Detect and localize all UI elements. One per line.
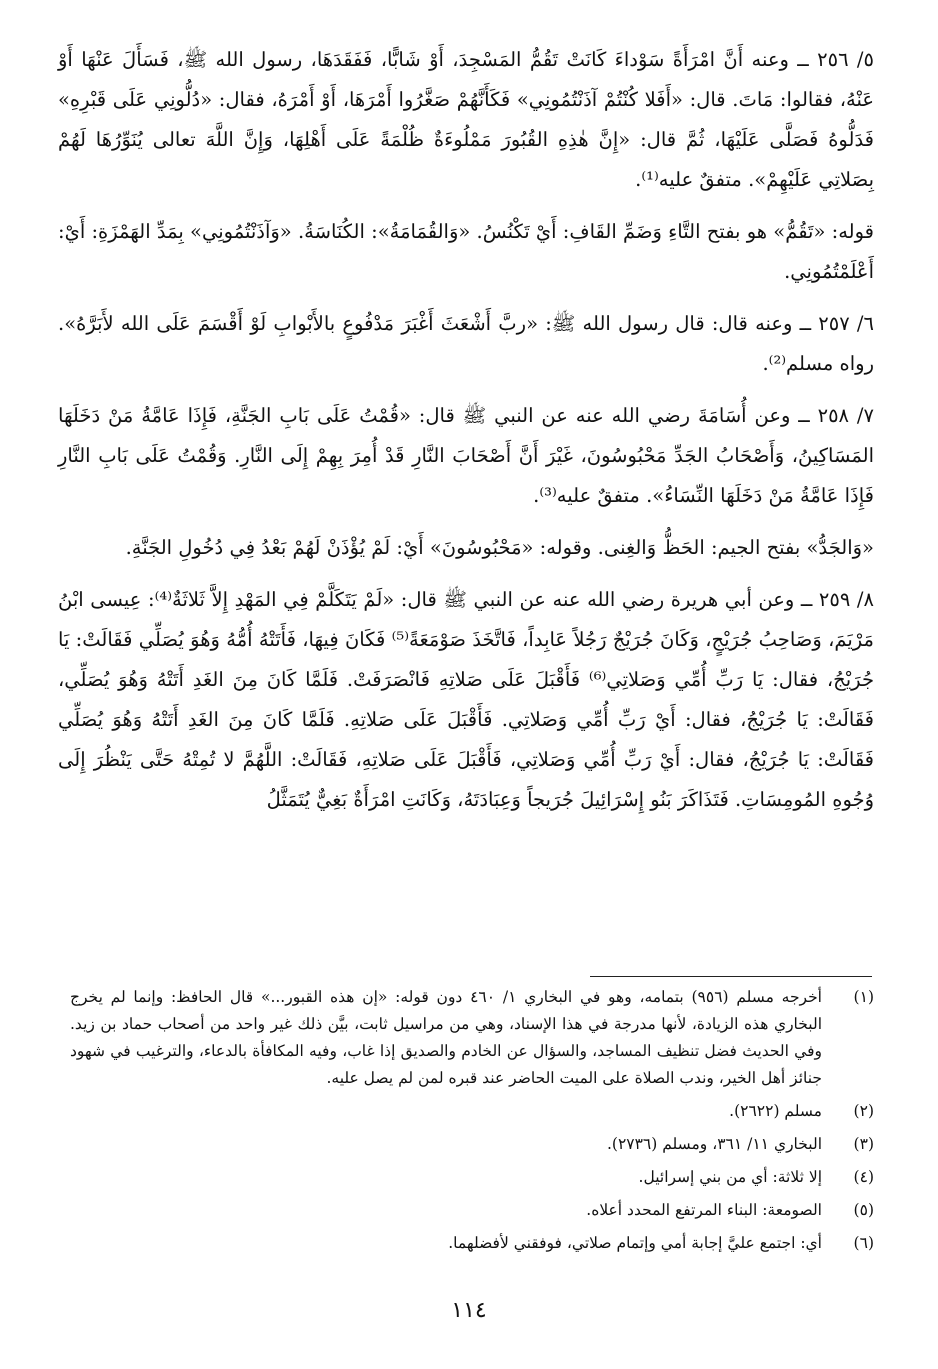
footnote-number: (٤) <box>853 1168 874 1186</box>
explanation-258: «وَالجَدُّ» بفتح الجيم: الحَظُّ وَالغِنى. وقوله: «مَحْبُوسُونَ» أَيْ: لَمْ يُؤْذَنْ لَهُمْ بَعْدُ فِي دُخُولِ الجَنَّةِ. <box>125 536 874 559</box>
footnote <box>70 1230 874 1257</box>
footnote-text: الصومعة: البناء المرتفع المحدد أعلاه. <box>586 1201 822 1219</box>
footnote <box>70 984 874 1092</box>
footnote-number: (١) <box>853 988 874 1006</box>
footnote-number: (٥) <box>853 1201 874 1219</box>
footnote-number: (٦) <box>853 1234 874 1252</box>
hadith-258: ٧/ ٢٥٨ ــ وعن أُسَامَةَ رضي الله عنه عن النبي ﷺ قال: «قُمْتُ عَلَى بَابِ الجَنَّةِ، فَإِذَا عَامَّةُ مَنْ دَخَلَهَا المَسَاكِينُ، وَأَصْحَابُ الجَدِّ مَحْبُوسُونَ، غَيْرَ أَنَّ أَصْحَابَ النَّارِ قَدْ أُمِرَ بِهِمْ إِلَى النَّارِ. وَقُمْتُ عَلَى بَابِ النَّارِ فَإِذَا عَامَّةُ مَنْ دَخَلَهَا النِّسَاءُ». متفقٌ عليه⁽³⁾. <box>58 404 874 507</box>
footnote-text: أي: اجتمع عليَّ إجابة أمي وإتمام صلاتي، فوفقني لأفضلهما. <box>448 1234 822 1252</box>
footnote-text: مسلم (٢٦٢٢). <box>729 1102 822 1120</box>
footnote-number: (٢) <box>853 1102 874 1120</box>
footnote-text: البخاري ١١/ ٣٦١، ومسلم (٢٧٣٦). <box>606 1135 822 1153</box>
footnote-separator <box>590 976 872 977</box>
hadith-257: ٦/ ٢٥٧ ــ وعنه قال: قال رسول الله ﷺ: «ربَّ أَشْعَثَ أَغْبَرَ مَدْفُوعٍ بالأَبْوابِ لَوْ أَقْسَمَ عَلَى الله لأَبَرَّهُ». رواه مسلم⁽²⁾. <box>58 312 874 375</box>
footnote-text: إلا ثلاثة: أي من بني إسرائيل. <box>638 1168 822 1186</box>
hadith-256: ٥/ ٢٥٦ ــ وعنه أَنَّ امْرَأَةً سَوْداءَ كَانَتْ تَقُمُّ المَسْجِدَ، أَوْ شَابًّا، فَفَقَدَهَا، رسول الله ﷺ، فَسَأَلَ عَنْهَا أَوْ عَنْهُ، فقالوا: مَاتَ. قال: «أَفَلا كُنْتُمْ آذَنْتُمُونِي» فَكَأَنَّهُمْ صَغَّرُوا أَمْرَهَا، أَوْ أَمْرَهُ، فقال: «دُلُّونِي عَلَى قَبْرِهِ» فَدَلُّوهُ فَصَلَّى عَلَيْهَا، ثُمَّ قال: «إِنَّ هٰذِهِ القُبُورَ مَمْلُوءَةٌ ظُلْمَةً عَلَى أَهْلِهَا، وَإِنَّ اللَّهَ تعالى يُنَوِّرُهَا لَهُمْ بِصَلاتِي عَلَيْهِمْ». متفقٌ عليه⁽¹⁾. <box>58 48 874 191</box>
hadith-259: ٨/ ٢٥٩ ــ وعن أبي هريرة رضي الله عنه عن النبي ﷺ قال: «لَمْ يَتَكَلَّمْ فِي المَهْدِ إِلاَّ ثَلاثَةٌ⁽⁴⁾: عِيسى ابْنُ مَرْيَمَ، وَصَاحِبُ جُرَيْجٍ، وَكَانَ جُرَيْجٌ رَجُلاً عَابِداً، فَاتَّخَذَ صَوْمَعَةً⁽⁵⁾ فَكَانَ فِيهَا، فَأَتَتْهُ أُمُّهُ وَهُوَ يُصَلِّي فَقَالَتْ: يَا جُرَيْجُ، فقال: يَا رَبِّ أُمِّي وَصَلاتِي⁽⁶⁾ فَأَقْبَلَ عَلَى صَلاتِهِ فَانْصَرَفَتْ. فَلَمَّا كَانَ مِنَ الغَدِ أَتَتْهُ وَهُوَ يُصَلِّي، فَقَالَتْ: يَا جُرَيْجُ، فقال: أَيْ رَبِّ أُمِّي وَصَلاتِي. فَأَقْبَلَ عَلَى صَلاتِهِ. فَلَمَّا كَانَ مِنَ الغَدِ أَتَتْهُ وَهُوَ يُصَلِّي فَقَالَتْ: يَا جُرَيْجُ، فقال: أَيْ رَبِّ أُمِّي وَصَلاتِي، فَأَقْبَلَ عَلَى صَلاتِهِ، فَقَالَتْ: اللَّهُمَّ لا تُمِتْهُ حَتَّى يَنْظُرَ إِلَى وُجُوهِ المُومِسَاتِ. فَتَذَاكَرَ بَنُو إِسْرَائِيلَ جُرَيجاً وَعِبَادَتَهُ، وَكَانَتِ امْرَأَةٌ بَغِيٌّ يُتَمَثَّلُ <box>58 588 874 811</box>
footnotes <box>70 984 874 1263</box>
explanation-256: قوله: «تَقُمُّ» هو بفتح التَّاءِ وَضَمِّ القَافِ: أَيْ تَكْنُسُ. «وَالقُمَامَةُ»: الكُنَاسَةُ. «وَآذَنْتُمُونِي» بِمَدِّ الهَمْزَةِ: أَيْ: أَعْلَمْتُمُونِي. <box>58 220 874 283</box>
footnote <box>70 1164 874 1191</box>
page-number: ١١٤ <box>451 1298 487 1323</box>
footnote-text: أخرجه مسلم (٩٥٦) بتمامه، وهو في البخاري ١/ ٤٦٠ دون قوله: «إن هذه القبور...» قال الحافظ: وإنما لم يخرج البخاري هذه الزيادة، لأنها مدرجة في هذا الإسناد، وهي من مراسيل ثابت، بيَّن ذلك غير واحد من أصحاب حماد بن زيد. وفي الحديث فضل تنظيف المساجد، والسؤال عن الخادم والصديق إذا غاب، وفيه المكافأة بالدعاء، والترغيب في شهود جنائز أهل الخير، وندب الصلاة على الميت الحاضر عند قبره لمن لم يصل عليه. <box>70 988 822 1087</box>
footnote <box>70 1098 874 1125</box>
footnote-number: (٣) <box>853 1135 874 1153</box>
footnote <box>70 1131 874 1158</box>
footnote <box>70 1197 874 1224</box>
main-text <box>58 40 874 832</box>
